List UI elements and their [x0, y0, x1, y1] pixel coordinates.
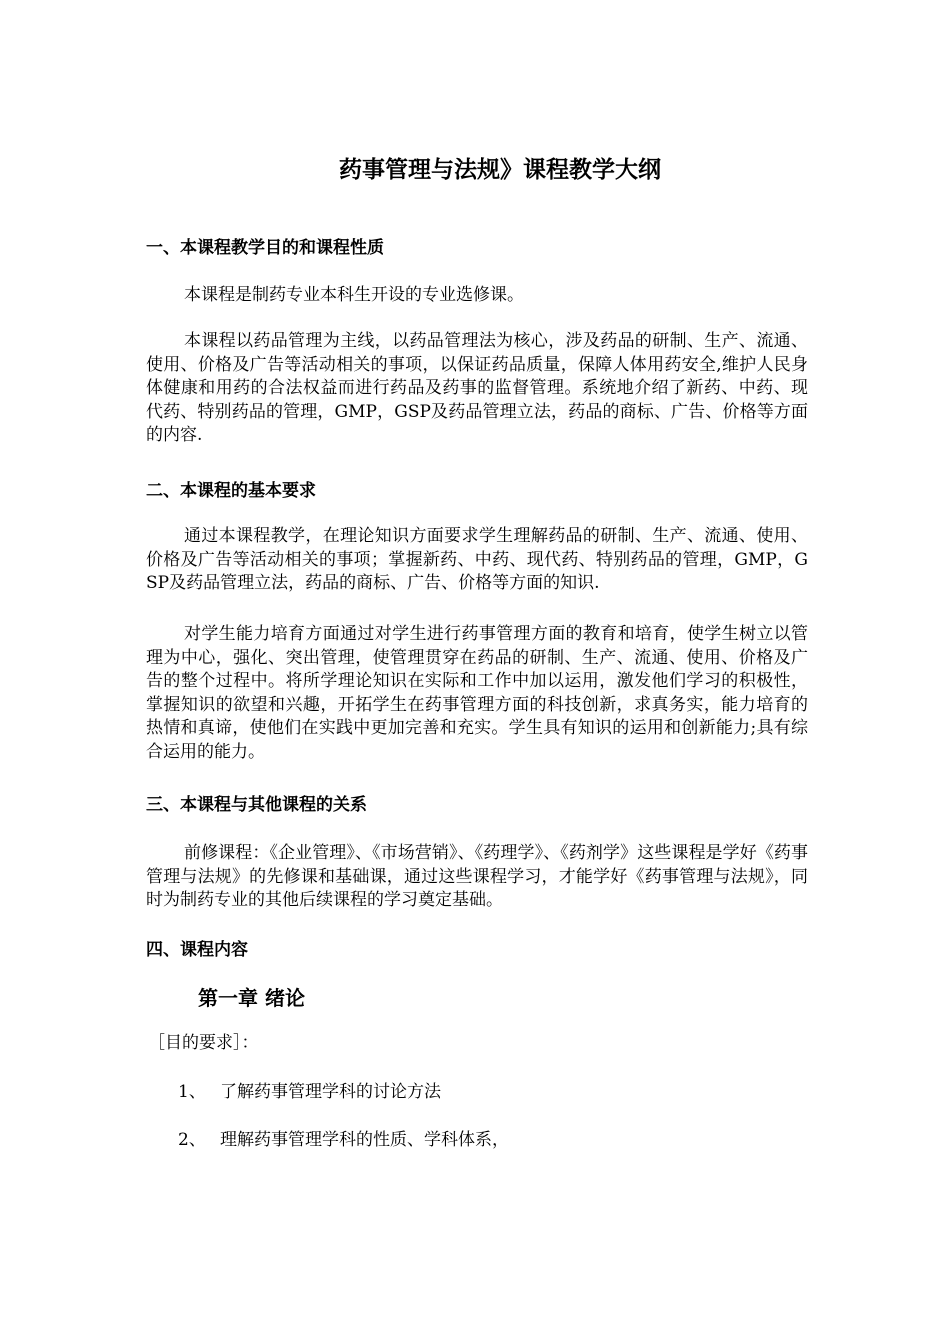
list-item-number: 2、 [178, 1130, 206, 1150]
section-heading-content: 四、课程内容 [146, 940, 248, 960]
section-heading-relations: 三、本课程与其他课程的关系 [146, 795, 367, 815]
list-item [178, 1080, 441, 1104]
section-heading-requirements: 二、本课程的基本要求 [146, 481, 316, 501]
paragraph-knowledge-requirements: 通过本课程教学，在理论知识方面要求学生理解药品的研制、生产、流通、使用、价格及广告等活动相关的事项；掌握新药、中药、现代药、特别药品的管理，GMP，GSP及药品管理立法，药品的商标、广告、价格等方面的知识. [146, 526, 808, 594]
paragraph-course-scope: 本课程以药品管理为主线，以药品管理法为核心，涉及药品的研制、生产、流通、使用、价格及广告等活动相关的事项，以保证药品质量，保障人体用药安全,维护人民身体健康和用药的合法权益而进行药品及药事的监督管理。系统地介绍了新药、中药、现代药、特别药品的管理，GMP，GSP及药品管理立法，药品的商标、广告、价格等方面的内容. [146, 331, 808, 446]
paragraph-prerequisites: 前修课程：《企业管理》、《市场营销》、《药理学》、《药剂学》这些课程是学好《药事管理与法规》的先修课和基础课，通过这些课程学习，才能学好《药事管理与法规》，同时为制药专业的其他后续课程的学习奠定基础。 [146, 843, 808, 911]
list-item-number: 1、 [178, 1082, 206, 1102]
chapter-title: 第一章 绪论 [198, 986, 305, 1010]
list-item-text: 理解药事管理学科的性质、学科体系， [220, 1130, 509, 1150]
requirements-label: ［目的要求］： [148, 1033, 259, 1053]
section-heading-purpose: 一、本课程教学目的和课程性质 [146, 238, 384, 258]
paragraph-ability-requirements: 对学生能力培育方面通过对学生进行药事管理方面的教育和培育，使学生树立以管理为中心，强化、突出管理，使管理贯穿在药品的研制、生产、流通、使用、价格及广告的整个过程中。将所学理论知识在实际和工作中加以运用，激发他们学习的积极性，掌握知识的欲望和兴趣，开拓学生在药事管理方面的科技创新，求真务实，能力培育的热情和真谛，使他们在实践中更加完善和充实。学生具有知识的运用和创新能力;具有综合运用的能力。 [146, 624, 808, 762]
list-item-text: 了解药事管理学科的讨论方法 [220, 1082, 441, 1102]
paragraph-course-nature: 本课程是制药专业本科生开设的专业选修课。 [184, 285, 524, 305]
list-item [178, 1128, 509, 1152]
document-title: 药事管理与法规》课程教学大纲 [339, 157, 661, 183]
